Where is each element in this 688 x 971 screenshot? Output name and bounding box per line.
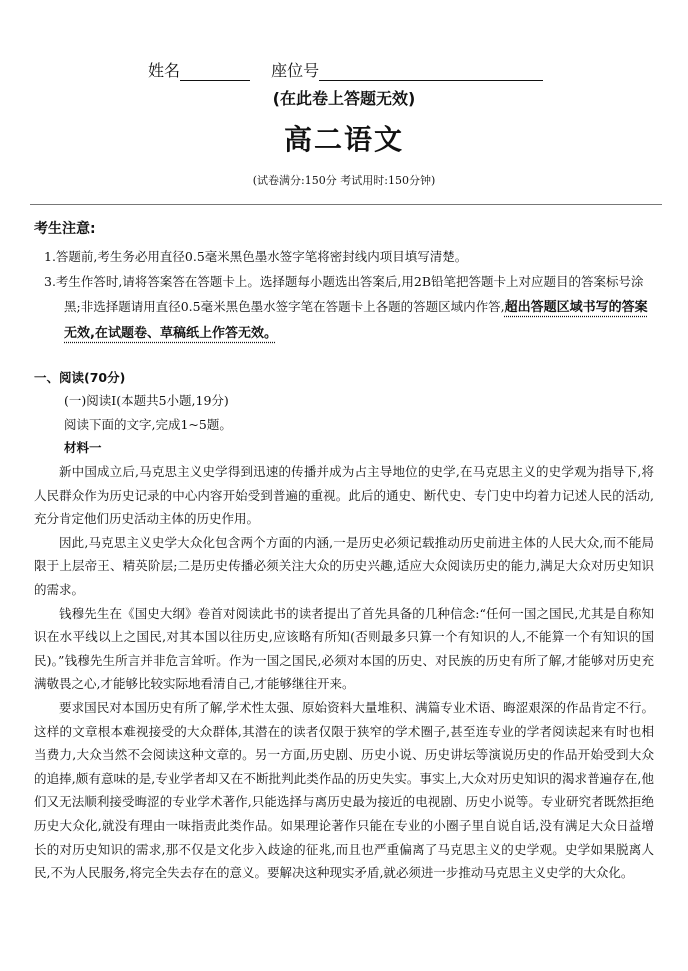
answer-invalid-notice: (在此卷上答题无效) xyxy=(272,89,416,108)
passage-paragraph: 新中国成立后,马克思主义史学得到迅速的传播并成为占主导地位的史学,在马克思主义的史学观为指导下,将人民群众作为历史记录的中心内容开始受到普遍的重视。此后的通史、断代史、专门史中均着力记述人民的活动,充分肯定他们历史活动主体的历史作用。 xyxy=(34,464,654,527)
divider xyxy=(30,204,662,205)
seat-blank[interactable] xyxy=(319,64,543,81)
reading-instruction: 阅读下面的文字,完成1~5题。 xyxy=(64,417,232,432)
exam-meta: (试卷满分:150分 考试用时:150分钟) xyxy=(252,174,436,187)
name-blank[interactable] xyxy=(180,64,250,81)
passage-paragraph: 要求国民对本国历史有所了解,学术性太强、原始资料大量堆积、满篇专业术语、晦涩艰深的作品肯定不行。这样的文章根本难视接受的大众群体,其潜在的读者仅限于狭窄的学术圈子,甚至连专业的学者阅读起来有时也相当费力,大众当然不会阅读这种文章的。另一方面,历史剧、历史小说、历史讲坛等演说历史的作品开始受到大众的追捧,颇有意味的是,专业学者却又在不断批判此类作品的历史失实。事实上,大众对历史知识的渴求普遍存在,他们又无法顺利接受晦涩的专业学术著作,只能选择与离历史最为接近的电视剧、历史小说等。专业研究者既然拒绝历史大众化,就没有理由一味指责此类作品。如果理论著作只能在专业的小圈子里自说自话,没有满足大众日益增长的对历史知识的需求,那不仅是文化步入歧途的征兆,而且也严重偏离了马克思主义的史学观。史学如果脱离人民,不为人民服务,将完全失去存在的意义。要解决这种现实矛盾,就必须进一步推动马克思主义史学的大众化。 xyxy=(34,699,654,881)
student-info-row xyxy=(148,58,543,81)
reading-passage xyxy=(34,460,654,885)
passage-paragraph: 钱穆先生在《国史大纲》卷首对阅读此书的读者提出了首先具备的几种信念:“任何一国之国民,尤其是自称知识在水平线以上之国民,对其本国以往历史,应该略有所知(否则最多只算一个有知识的人,不能算一个有知识的国民)。”钱穆先生所言并非危言耸听。作为一国之国民,必须对本国的历史、对民族的历史有所了解,才能够对历史充满敬畏之心,才能够比较实际地看清自己,才能够继往开来。 xyxy=(34,605,654,692)
section-heading: 一、阅读(70分) xyxy=(34,370,126,385)
notes-heading: 考生注意: xyxy=(34,221,96,237)
material-label: 材料一 xyxy=(64,440,102,455)
note-item-2 xyxy=(44,269,656,346)
passage-paragraph: 因此,马克思主义史学大众化包含两个方面的内涵,一是历史必须记载推动历史前进主体的人民大众,而不能局限于上层帝王、精英阶层;二是历史传播必须关注大众的历史兴趣,适应大众阅读历史的能力,满足大众对历史知识的需求。 xyxy=(34,534,654,597)
note-item-2-text: 3.考生作答时,请将答案答在答题卡上。选择题每小题选出答案后,用2B铅笔把答题卡上对应题目的答案标号涂黑;非选择题请用直径0.5毫米黑色墨水签字笔在答题卡上各题的答题区域内作答, xyxy=(44,274,644,314)
subsection-heading: (一)阅读I(本题共5小题,19分) xyxy=(64,393,229,408)
seat-label: 座位号 xyxy=(271,61,320,80)
note-item-1: 1.答题前,考生务必用直径0.5毫米黑色墨水签字笔将密封线内项目填写清楚。 xyxy=(44,249,468,264)
exam-title: 高二语文 xyxy=(283,123,404,156)
name-label: 姓名 xyxy=(148,61,181,80)
notes-list xyxy=(44,244,656,346)
note-item-2-emphasis: 超出答题区域书写的答案无效,在试题卷、草稿纸上作答无效。 xyxy=(64,300,648,341)
